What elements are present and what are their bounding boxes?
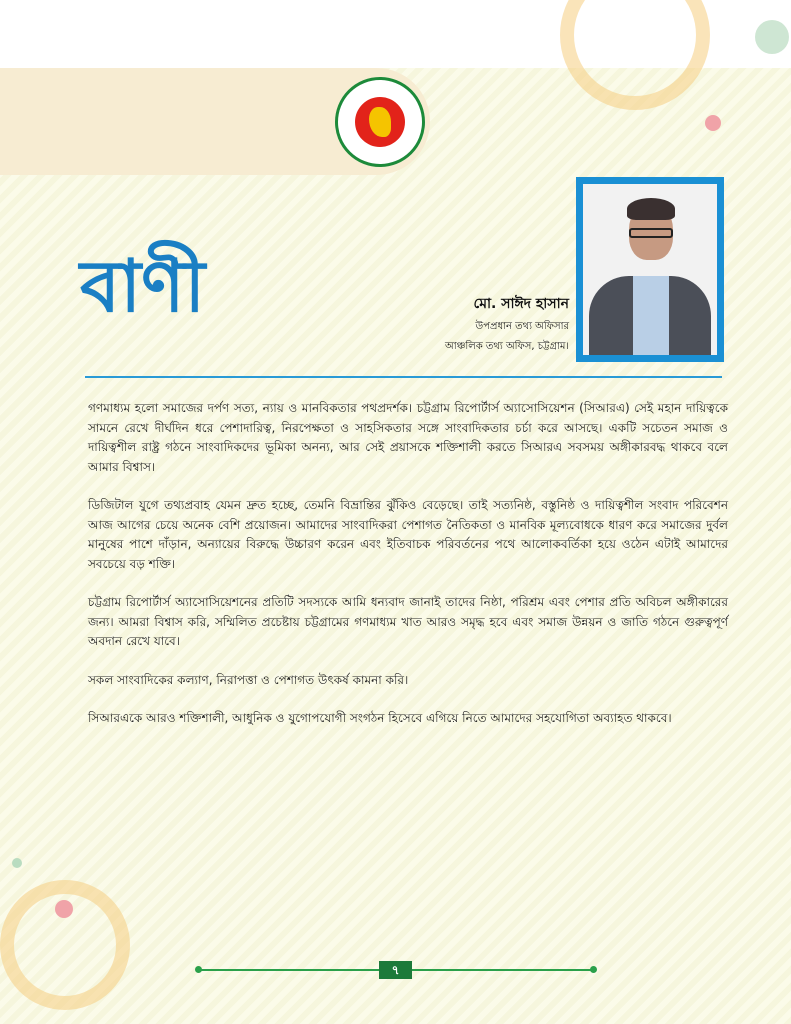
divider	[85, 376, 722, 378]
signatory-photo	[576, 177, 724, 362]
message-body	[88, 399, 728, 748]
government-logo	[335, 77, 425, 167]
footer-dot	[195, 966, 202, 973]
page-number: ৭	[379, 961, 412, 979]
paragraph: সকল সাংবাদিকের কল্যাণ, নিরাপত্তা ও পেশাগত উৎকর্ষ কামনা করি।	[88, 672, 409, 687]
paragraph: ডিজিটাল যুগে তথ্যপ্রবাহ যেমন দ্রুত হচ্ছে, তেমনি বিভ্রান্তির ঝুঁকিও বেড়েছে। তাই সত্যনিষ্ঠ, বস্তুনিষ্ঠ ও দায়িত্বশীল সংবাদ পরিবেশন আজ আগের চেয়ে অনেক বেশি প্রয়োজন। আমাদের সাংবাদিকরা পেশাগত নৈতিকতা ও মানবিক মূল্যবোধকে ধারণ করে সমাজের দুর্বল মানুষের পাশে দাঁড়ান, অন্যায়ের বিরুদ্ধে উচ্চারণ করেন এবং ইতিবাচক পরিবর্তনের পথে আলোকবর্তিকা হয়ে ওঠেন এটাই আমাদের সবচেয়ে বড় শক্তি।	[88, 498, 728, 571]
photo-glasses	[629, 228, 673, 238]
decorative-swirl	[560, 0, 710, 110]
photo-shirt	[633, 276, 669, 355]
signatory-designation: উপপ্রধান তথ্য অফিসার	[475, 321, 569, 332]
decorative-circle	[55, 900, 73, 918]
signatory-name: মো. সাঈদ হাসান	[473, 296, 569, 312]
signatory-block	[445, 292, 569, 356]
paragraph: চট্টগ্রাম রিপোর্টার্স অ্যাসোসিয়েশনের প্রতিটি সদস্যকে আমি ধন্যবাদ জানাই তাদের নিষ্ঠা, পরিশ্রম এবং পেশার প্রতি অবিচল অঙ্গীকারের জন্য। আমরা বিশ্বাস করি, সম্মিলিত প্রচেষ্টায় চট্টগ্রামের গণমাধ্যম খাত আরও সমৃদ্ধ হবে এবং সমাজ উন্নয়ন ও জাতি গঠনে গুরুত্বপূর্ণ অবদান রেখে যাবে।	[88, 595, 728, 648]
decorative-circle	[705, 115, 721, 131]
photo-hair	[627, 198, 675, 220]
decorative-circle	[755, 20, 789, 54]
page-title: বাণী	[80, 244, 206, 328]
signatory-office: আঞ্চলিক তথ্য অফিস, চট্টগ্রাম।	[445, 341, 569, 352]
paragraph: গণমাধ্যম হলো সমাজের দর্পণ সত্য, ন্যায় ও মানবিকতার পথপ্রদর্শক। চট্টগ্রাম রিপোর্টার্স অ্যাসোসিয়েশন (সিআরএ) সেই মহান দায়িত্বকে সামনে রেখে দীর্ঘদিন ধরে পেশাদারিত্ব, নিরপেক্ষতা ও সাহসিকতার সঙ্গে সাংবাদিকতার চর্চা করে আসছে। একটি সচেতন সমাজ ও দায়িত্বশীল রাষ্ট্র গঠনে সাংবাদিকদের ভূমিকা অনন্য, আর সেই প্রয়াসকে শক্তিশালী করতে সিআরএ সবসময় অঙ্গীকারবদ্ধ থাকবে বলে আমার বিশ্বাস।	[88, 401, 728, 474]
decorative-circle	[12, 858, 22, 868]
paragraph: সিআরএকে আরও শক্তিশালী, আধুনিক ও যুগোপযোগী সংগঠন হিসেবে এগিয়ে নিতে আমাদের সহযোগিতা অব্যাহত থাকবে।	[88, 711, 672, 725]
footer-dot	[590, 966, 597, 973]
